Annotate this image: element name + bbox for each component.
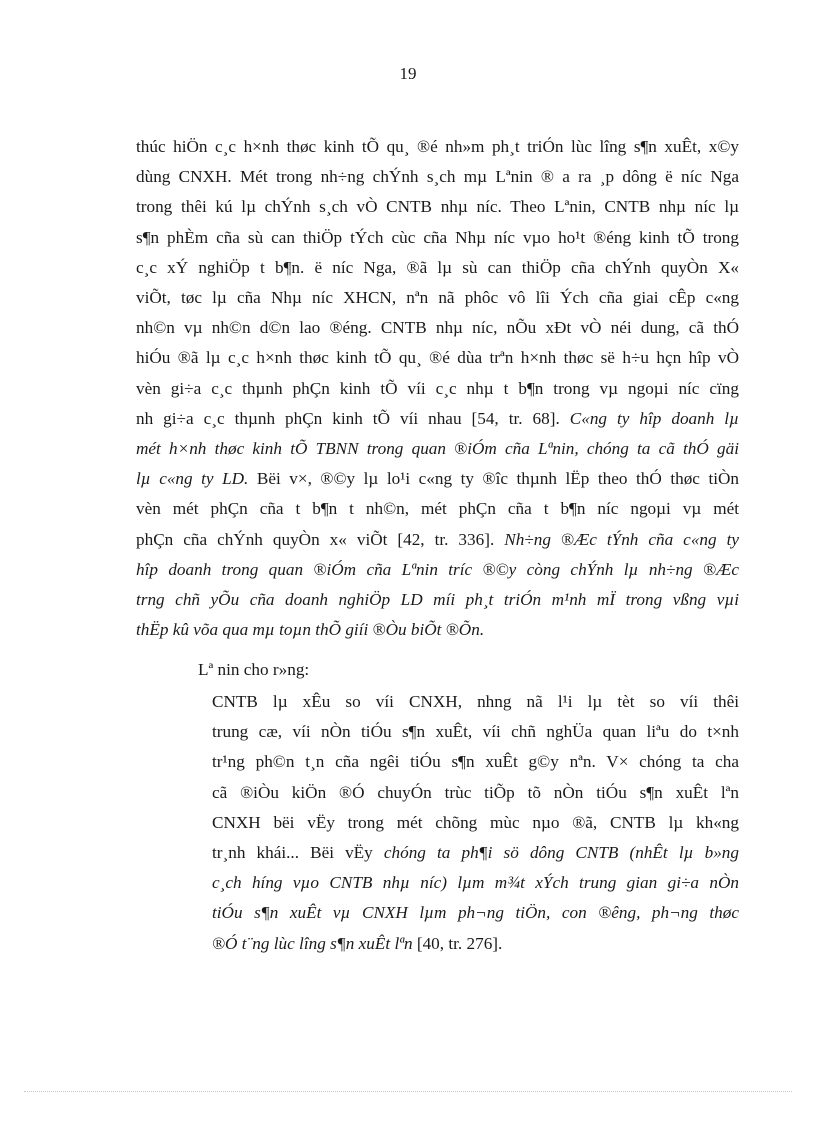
line-italic-text: ®Ó t¨ng lùc lîng s¶n xuÊt lªn <box>212 933 413 953</box>
quote-lead-in: Lª nin cho r»ng: <box>198 660 310 679</box>
line-text: cã ®iÒu kiÖn ®Ó chuyÓn trùc tiÕp tõ nÒn tiÓu s¶n xuÊt lªn <box>212 782 739 802</box>
text-line <box>136 197 739 217</box>
text-line <box>212 873 739 893</box>
text-line <box>212 692 739 712</box>
line-text: tr¹ng ph©n t¸n cña ngêi tiÓu s¶n xuÊt g©y nªn. V× chóng ta cha <box>212 752 739 772</box>
text-line <box>136 318 739 338</box>
text-line <box>136 288 739 308</box>
line-italic-text: Nh÷ng ®Æc tÝnh cña c«ng ty <box>504 529 739 549</box>
line-text-after: Bëi v×, ®©y lµ lo¹i c«ng ty ®îc thµnh lËp theo thÓ thøc tiÒn <box>256 469 739 489</box>
line-italic-text: thËp kû võa qua mµ toµn thÕ giíi ®Òu biÕt ®Õn. <box>136 620 485 640</box>
text-line <box>212 783 739 803</box>
text-line <box>212 813 739 833</box>
text-line <box>136 590 739 610</box>
text-line <box>136 258 739 278</box>
line-italic-text: c¸ch híng vµo CNTB nhµ níc) lµm m¾t xÝch trung gian gi÷a nÒn <box>212 873 739 893</box>
line-italic-text: tiÓu s¶n xuÊt vµ CNXH lµm ph¬ng tiÖn, con ®êng, ph¬ng thøc <box>212 903 739 923</box>
text-line <box>212 752 739 772</box>
line-text: CNTB lµ xÊu so víi CNXH, nhng nã l¹i lµ tèt so víi thêi <box>212 692 739 711</box>
line-text: c¸c xÝ nghiÖp t b¶n. ë níc Nga, ®ã lµ sù can thiÖp cña chÝnh quyÒn X« <box>136 257 739 277</box>
footer-rule <box>24 1091 792 1092</box>
text-line <box>136 409 739 429</box>
line-italic-text: trng chñ yÕu cña doanh nghiÖp LD míi ph¸t triÓn m¹nh mÏ trong vßng vµi <box>136 590 739 609</box>
text-line <box>212 903 739 923</box>
text-line <box>136 348 739 368</box>
line-text: nh©n vµ nh©n d©n lao ®éng. CNTB nhµ níc, nÕu xÐt vÒ néi dung, cã thÓ <box>136 318 739 338</box>
line-text: phÇn cña chÝnh quyÒn x« viÕt [42, tr. 336]. <box>136 529 505 549</box>
text-line <box>212 934 739 954</box>
line-italic-text: C«ng ty hîp doanh lµ <box>569 408 739 428</box>
line-text: vèn gi÷a c¸c thµnh phÇn kinh tÕ víi c¸c nhµ t b¶n trong vµ ngoµi níc cïng <box>136 378 739 398</box>
text-line <box>136 167 739 187</box>
line-text: vèn mét phÇn cña t b¶n t nh©n, mét phÇn cña t b¶n níc ngoµi vµ mét <box>136 499 739 519</box>
text-line <box>136 137 739 157</box>
line-text: s¶n phÈm cña sù can thiÖp tÝch cùc cña Nhµ níc vµo ho¹t ®éng kinh tÕ trong <box>136 227 739 247</box>
page-number: 19 <box>399 64 417 83</box>
line-text: hiÓu ®ã lµ c¸c h×nh thøc kinh tÕ qu¸ ®é dùa trªn h×nh thøc së h÷u hçn hîp vÒ <box>136 348 739 368</box>
line-italic-text: hîp doanh trong quan ®iÓm cña Lªnin tríc ®©y còng chÝnh lµ nh÷ng ®Æc <box>136 559 739 579</box>
text-line <box>212 843 739 863</box>
line-italic-text: chóng ta ph¶i sö dông CNTB (nhÊt lµ b»ng <box>383 843 739 862</box>
line-text: dùng CNXH. Mét trong nh÷ng chÝnh s¸ch mµ Lªnin ® a ra ¸p dông ë níc Nga <box>136 167 739 187</box>
text-line <box>136 439 739 459</box>
text-line <box>136 620 739 640</box>
line-text: CNXH bëi vËy trong mét chõng mùc nµo ®ã, CNTB lµ kh«ng <box>212 812 739 832</box>
text-line <box>136 228 739 248</box>
text-line <box>136 560 739 580</box>
text-line <box>136 469 739 489</box>
line-text: trong thêi kú lµ chÝnh s¸ch vÒ CNTB nhµ níc. Theo Lªnin, CNTB nhµ níc lµ <box>136 197 739 217</box>
line-text: nh gi÷a c¸c thµnh phÇn kinh tÕ víi nhau [54, tr. 68]. <box>136 408 570 428</box>
line-text: trung cæ, víi nÒn tiÓu s¶n xuÊt, víi chñ nghÜa quan liªu do t×nh <box>212 722 739 742</box>
line-text: thúc hiÖn c¸c h×nh thøc kinh tÕ qu¸ ®é nh»m ph¸t triÓn lùc lîng s¶n xuÊt, x©y <box>136 137 739 156</box>
text-line <box>136 379 739 399</box>
text-line <box>136 499 739 519</box>
line-italic-text: lµ c«ng ty LD. <box>136 469 257 489</box>
line-text: viÕt, tøc lµ cña Nhµ níc XHCN, nªn nã phôc vô lîi Ých cña giai cÊp c«ng <box>136 288 739 307</box>
text-line <box>136 530 739 550</box>
text-line <box>212 722 739 742</box>
line-text-after: [40, tr. 276]. <box>412 933 503 953</box>
line-italic-text: mét h×nh thøc kinh tÕ TBNN trong quan ®iÓm cña Lªnin, chóng ta cã thÓ gäi <box>136 439 739 458</box>
line-text: tr¸nh khái... Bëi vËy <box>212 843 384 862</box>
